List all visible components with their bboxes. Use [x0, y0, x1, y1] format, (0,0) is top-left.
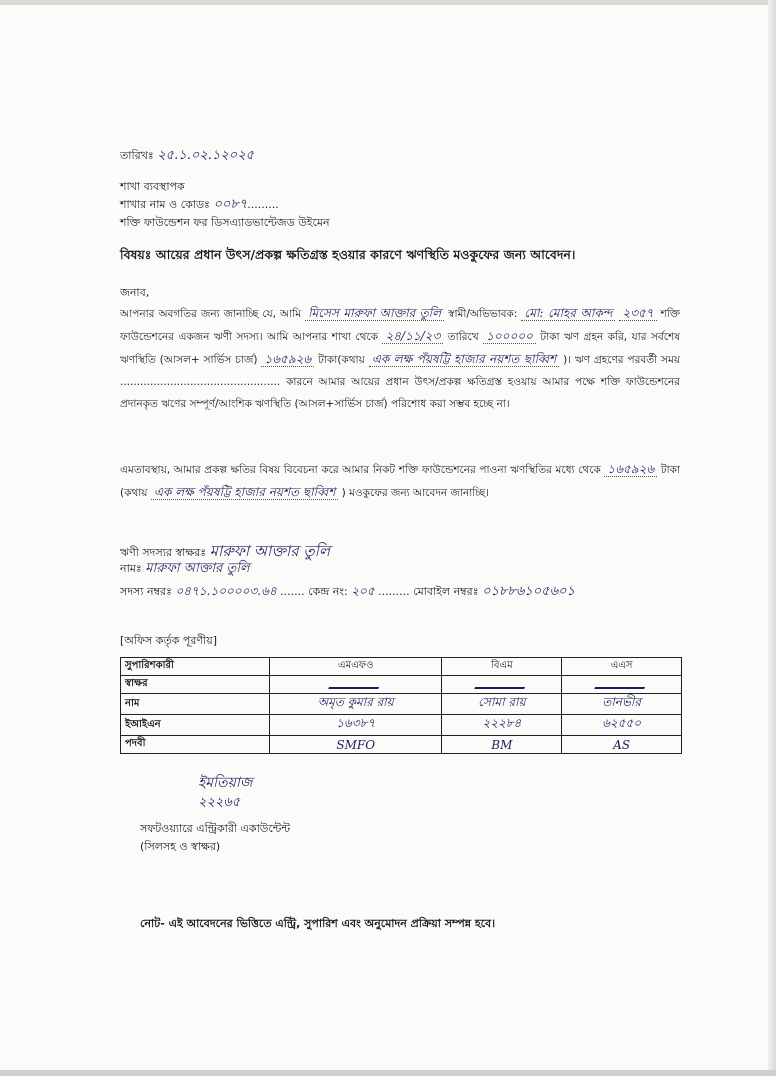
- office-header-bm: বিএম: [442, 658, 562, 676]
- footer-note: নোট- এই আবেদনের ভিত্তিতে এন্ট্রি, সুপারিশ এবং অনুমোদন প্রক্রিয়া সম্পন্ন হবে।: [140, 917, 496, 930]
- signature-scribble-icon: [328, 677, 384, 689]
- recipient-title: শাখা ব্যবস্থাপক: [120, 180, 185, 193]
- office-cell: BM: [442, 736, 562, 754]
- body2-text-3: ) মওকুফের জন্য আবেদন জানাচ্ছি।: [341, 487, 489, 499]
- office-signature-cell: [562, 676, 682, 694]
- member-number-label: সদস্য নম্বরঃ: [120, 585, 172, 598]
- office-cell: তানভীর: [562, 694, 682, 715]
- office-row-signature: [121, 676, 682, 694]
- guardian-name-hw: মো: মোহর আকন্দ: [521, 306, 615, 321]
- office-cell: AS: [562, 736, 682, 754]
- office-cell: ৬২৫৫০: [562, 715, 682, 736]
- office-cell: SMFO: [270, 736, 442, 754]
- office-cell: সোমা রায়: [442, 694, 562, 715]
- mobile-number-label: মোবাইল নম্বরঃ: [413, 585, 479, 598]
- body1-text-3: শক্তি ফাউন্ডেশনের একজন ঋণী সদস্য। আমি আপনার শাখা থেকে: [120, 308, 681, 343]
- branch-label: শাখার নাম ও কোডঃ: [120, 198, 210, 211]
- scan-edge-right: [768, 0, 776, 1076]
- member-info-line: সদস্য নম্বরঃ ০৪৭১.১০০০০৩.৬৪ ....... কেন্দ্র নং: ২০৫ ......... মোবাইল নম্বরঃ ০১৮৮৬১০৫৬০১: [120, 584, 575, 599]
- office-table-header-row: [121, 658, 682, 676]
- accountant-seal-note: (সিলসহ ও স্বাক্ষর): [140, 840, 221, 853]
- scan-edge-top: [0, 0, 776, 5]
- office-cell: ২২২৮৪: [442, 715, 562, 736]
- office-row-label: স্বাক্ষর: [121, 676, 270, 694]
- body1-text-8: কারনে আমার আয়ের প্রধান উৎস/প্রকল্প ক্ষতিগ্রস্ত হওয়ায় আমার পক্ষে শক্তি ফাউন্ডেশনের প্রদানকৃত ঋণের সম্পূর্ণ/আংশিক ঋণস্থিতি (আসল+সার্ভিস চার্জ) পরিশোধ করা সম্ভব হচ্ছে না।: [120, 376, 680, 410]
- body1-text-6: টাকা(কথায়: [318, 354, 365, 366]
- office-signature-cell: [270, 676, 442, 694]
- office-table: [120, 657, 682, 754]
- member-name-label: নামঃ: [120, 562, 142, 575]
- office-row-label: নাম: [121, 694, 270, 715]
- waiver-amount-hw: ১৬৫৯২৬: [604, 462, 657, 477]
- body1-text-5: টাকা ঋণ গ্রহন করি, যার সর্বশেষ ঋণস্থিতি (আসল+ সার্ভিস চার্জ): [120, 331, 680, 366]
- member-name-hw: মারুফা আক্তার তুলি: [145, 561, 250, 576]
- body1-text-2: স্বামী/অভিভাবক:: [448, 308, 518, 320]
- member-signature-label: ঋণী সদস্যর স্বাক্ষরঃ: [120, 546, 207, 559]
- office-header-recommender: সুপারিশকারী: [121, 658, 270, 676]
- body-paragraph-2: [120, 458, 680, 504]
- mobile-number-hw: ০১৮৮৬১০৫৬০১: [482, 584, 575, 599]
- body2-text-2: টাকা (কথায়: [120, 464, 681, 499]
- accountant-code-hw: ২২২৬৫: [198, 795, 241, 810]
- date-label: তারিখঃ: [120, 149, 154, 162]
- body1-text-1: আপনার অবগতির জন্য জানাচ্ছি যে, আমি: [120, 308, 302, 320]
- loan-date-hw: ২৪/১১/২৩: [382, 329, 443, 344]
- office-use-note: [অফিস কর্তৃক পূরণীয়]: [120, 634, 217, 647]
- office-row-ein: [121, 715, 682, 736]
- office-row-label: পদবী: [121, 736, 270, 754]
- branch-code: ০০৮৭: [213, 197, 248, 212]
- member-signature-hw: মারুফা আক্তার তুলি: [209, 542, 331, 560]
- center-number-hw: ২০৫: [351, 584, 375, 598]
- subject-line: বিষয়ঃ আয়ের প্রধান উৎস/প্রকল্প ক্ষতিগ্রস্ত হওয়ার কারণে ঋণস্থিতি মওকুফের জন্য আবেদন।: [120, 247, 576, 262]
- office-cell: অমৃত কুমার রায়: [270, 694, 442, 715]
- member-name-line: [120, 562, 250, 576]
- organization-line: শক্তি ফাউন্ডেশন ফর ডিসএ্যাডভান্টেজড উইমেন: [120, 216, 330, 229]
- date-value: ২৫.১.০২.১২০২৫: [157, 148, 255, 163]
- loan-amount-hw: ১০০০০০: [483, 329, 536, 344]
- member-signature-line: [120, 544, 330, 560]
- outstanding-amount-hw: ১৬৫৯২৬: [261, 352, 314, 367]
- office-header-as: এএস: [562, 658, 682, 676]
- center-number-label: কেন্দ্র নং:: [308, 585, 348, 598]
- body2-text-1: এমতাবস্থায়, আমার প্রকল্প ক্ষতির বিষয় বিবেচনা করে আমার নিকট শক্তি ফাউন্ডেশনের পাওনা ঋণস্থিতির মধ্যে থেকে: [120, 464, 601, 476]
- office-signature-cell: [442, 676, 562, 694]
- branch-line: শাখার নাম ও কোডঃ ০০৮৭.........: [120, 197, 279, 212]
- date-line: [120, 149, 254, 163]
- waiver-words-hw: এক লক্ষ পঁয়ষট্টি হাজার নয়শত ছাব্বিশ: [151, 485, 339, 500]
- member-code-hw: ২৩৫৭: [619, 306, 656, 321]
- office-header-mfo: এমএফও: [270, 658, 442, 676]
- office-cell: ১৬৩৮৭: [270, 715, 442, 736]
- signature-scribble-icon: [474, 677, 530, 689]
- office-row-label: ইআইএন: [121, 715, 270, 736]
- amount-in-words-hw: এক লক্ষ পঁয়ষট্টি হাজার নয়শত ছাব্বিশ: [369, 352, 559, 367]
- accountant-signature-hw: ইমতিয়াজ: [198, 775, 253, 791]
- scan-edge-bottom: [0, 1070, 776, 1076]
- body1-text-7: )। ঋণ গ্রহণের পরবর্তী সময়: [563, 354, 681, 366]
- office-row-designation: [121, 736, 682, 754]
- signature-scribble-icon: [594, 677, 650, 689]
- body1-text-4: তারিখে: [447, 331, 479, 343]
- member-number-hw: ০৪৭১.১০০০০৩.৬৪: [175, 584, 277, 598]
- body-paragraph-1: আপনার অবগতির জন্য জানাচ্ছি যে, আমি মিসেস মারুফা আক্তার তুলি স্বামী/অভিভাবক: মো: মোহর আকন্দ ২৩৫৭ শক্তি ফাউন্ডেশনের একজন ঋণী সদস্য। আমি আপনার শাখা থেকে ২৪/১১/২৩ তারিখে ১০০০০০ টাকা ঋণ গ্রহন করি, যার সর্বশেষ ঋণস্থিতি (আসল+ সার্ভিস চার্জ) ১৬৫৯২৬ টাকা(কথায় এক লক্ষ পঁয়ষট্টি হাজার নয়শত ছাব্বিশ )। ঋণ গ্রহণের পরবর্তী সময় ................................................ কারনে আমার আয়ের প্রধান উৎস/প্রকল্প ক্ষতিগ্রস্ত হওয়ায় আমার পক্ষে শক্তি ফাউন্ডেশনের প্রদানকৃত ঋণের সম্পূর্ণ/আংশিক ঋণস্থিতি (আসল+সার্ভিস চার্জ) পরিশোধ করা সম্ভব হচ্ছে না।: [120, 306, 681, 410]
- salutation: জনাব,: [120, 286, 150, 299]
- office-row-name: [121, 694, 682, 715]
- applicant-name-hw: মিসেস মারুফা আক্তার তুলি: [305, 306, 444, 321]
- accountant-title: সফটওয়্যারে এন্ট্রিকারী একাউন্টেন্ট: [140, 822, 291, 835]
